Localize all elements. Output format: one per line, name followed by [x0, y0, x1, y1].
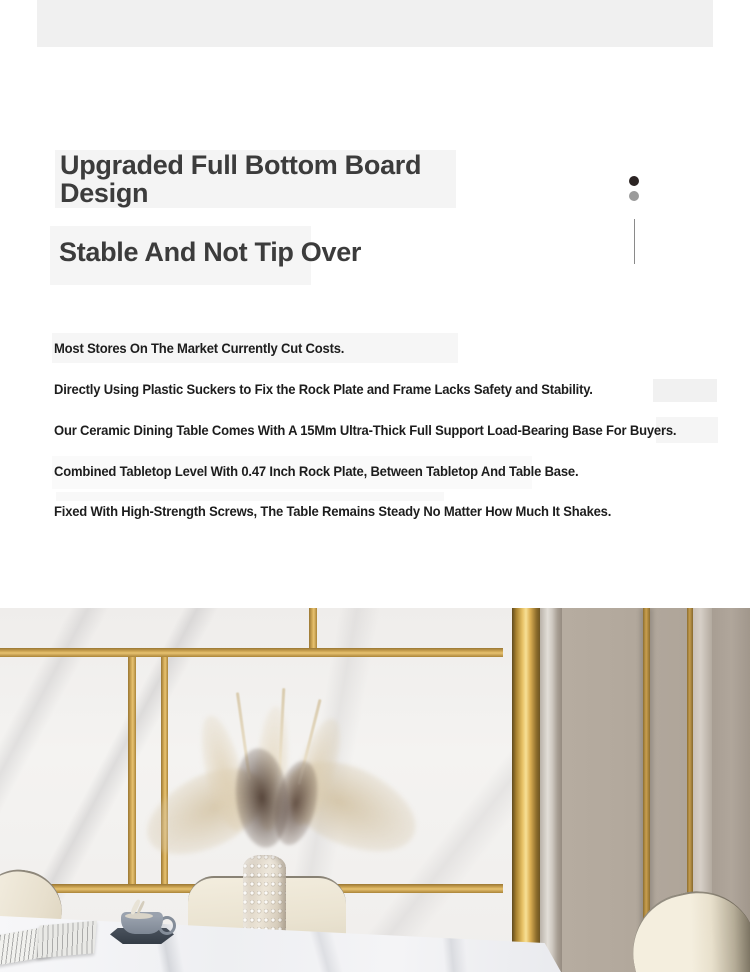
dining-room-photo — [0, 608, 750, 972]
decor-dot-gray-icon — [629, 191, 639, 201]
decor-dot-dark-icon — [629, 176, 639, 186]
feature-subheading: Stable And Not Tip Over — [59, 237, 362, 267]
magazine-page — [37, 921, 97, 959]
paragraph-highlight-box — [56, 492, 444, 501]
gold-trim-vertical-left — [128, 657, 136, 884]
feature-paragraph: Most Stores On The Market Currently Cut Costs. — [54, 340, 345, 356]
gold-column — [512, 608, 540, 972]
decor-vertical-line — [634, 219, 635, 264]
top-gray-panel — [37, 0, 713, 47]
feature-paragraph: Directly Using Plastic Suckers to Fix the Rock Plate and Frame Lacks Safety and Stability. — [54, 381, 593, 397]
feature-paragraph: Fixed With High-Strength Screws, The Table Remains Steady No Matter How Much It Shakes. — [54, 503, 612, 519]
gold-trim-vertical-top — [309, 608, 317, 648]
feature-paragraph: Our Ceramic Dining Table Comes With A 15Mm Ultra-Thick Full Support Load-Bearing Base For Buyers. — [54, 422, 677, 438]
gold-trim-horizontal-upper — [0, 648, 503, 657]
paragraph-highlight-box — [653, 379, 717, 402]
wall-pilaster — [540, 608, 562, 972]
coffee-cup — [121, 912, 163, 934]
feature-heading: Upgraded Full Bottom Board Design — [60, 150, 422, 208]
feature-paragraph: Combined Tabletop Level With 0.47 Inch Rock Plate, Between Tabletop And Table Base. — [54, 463, 579, 479]
